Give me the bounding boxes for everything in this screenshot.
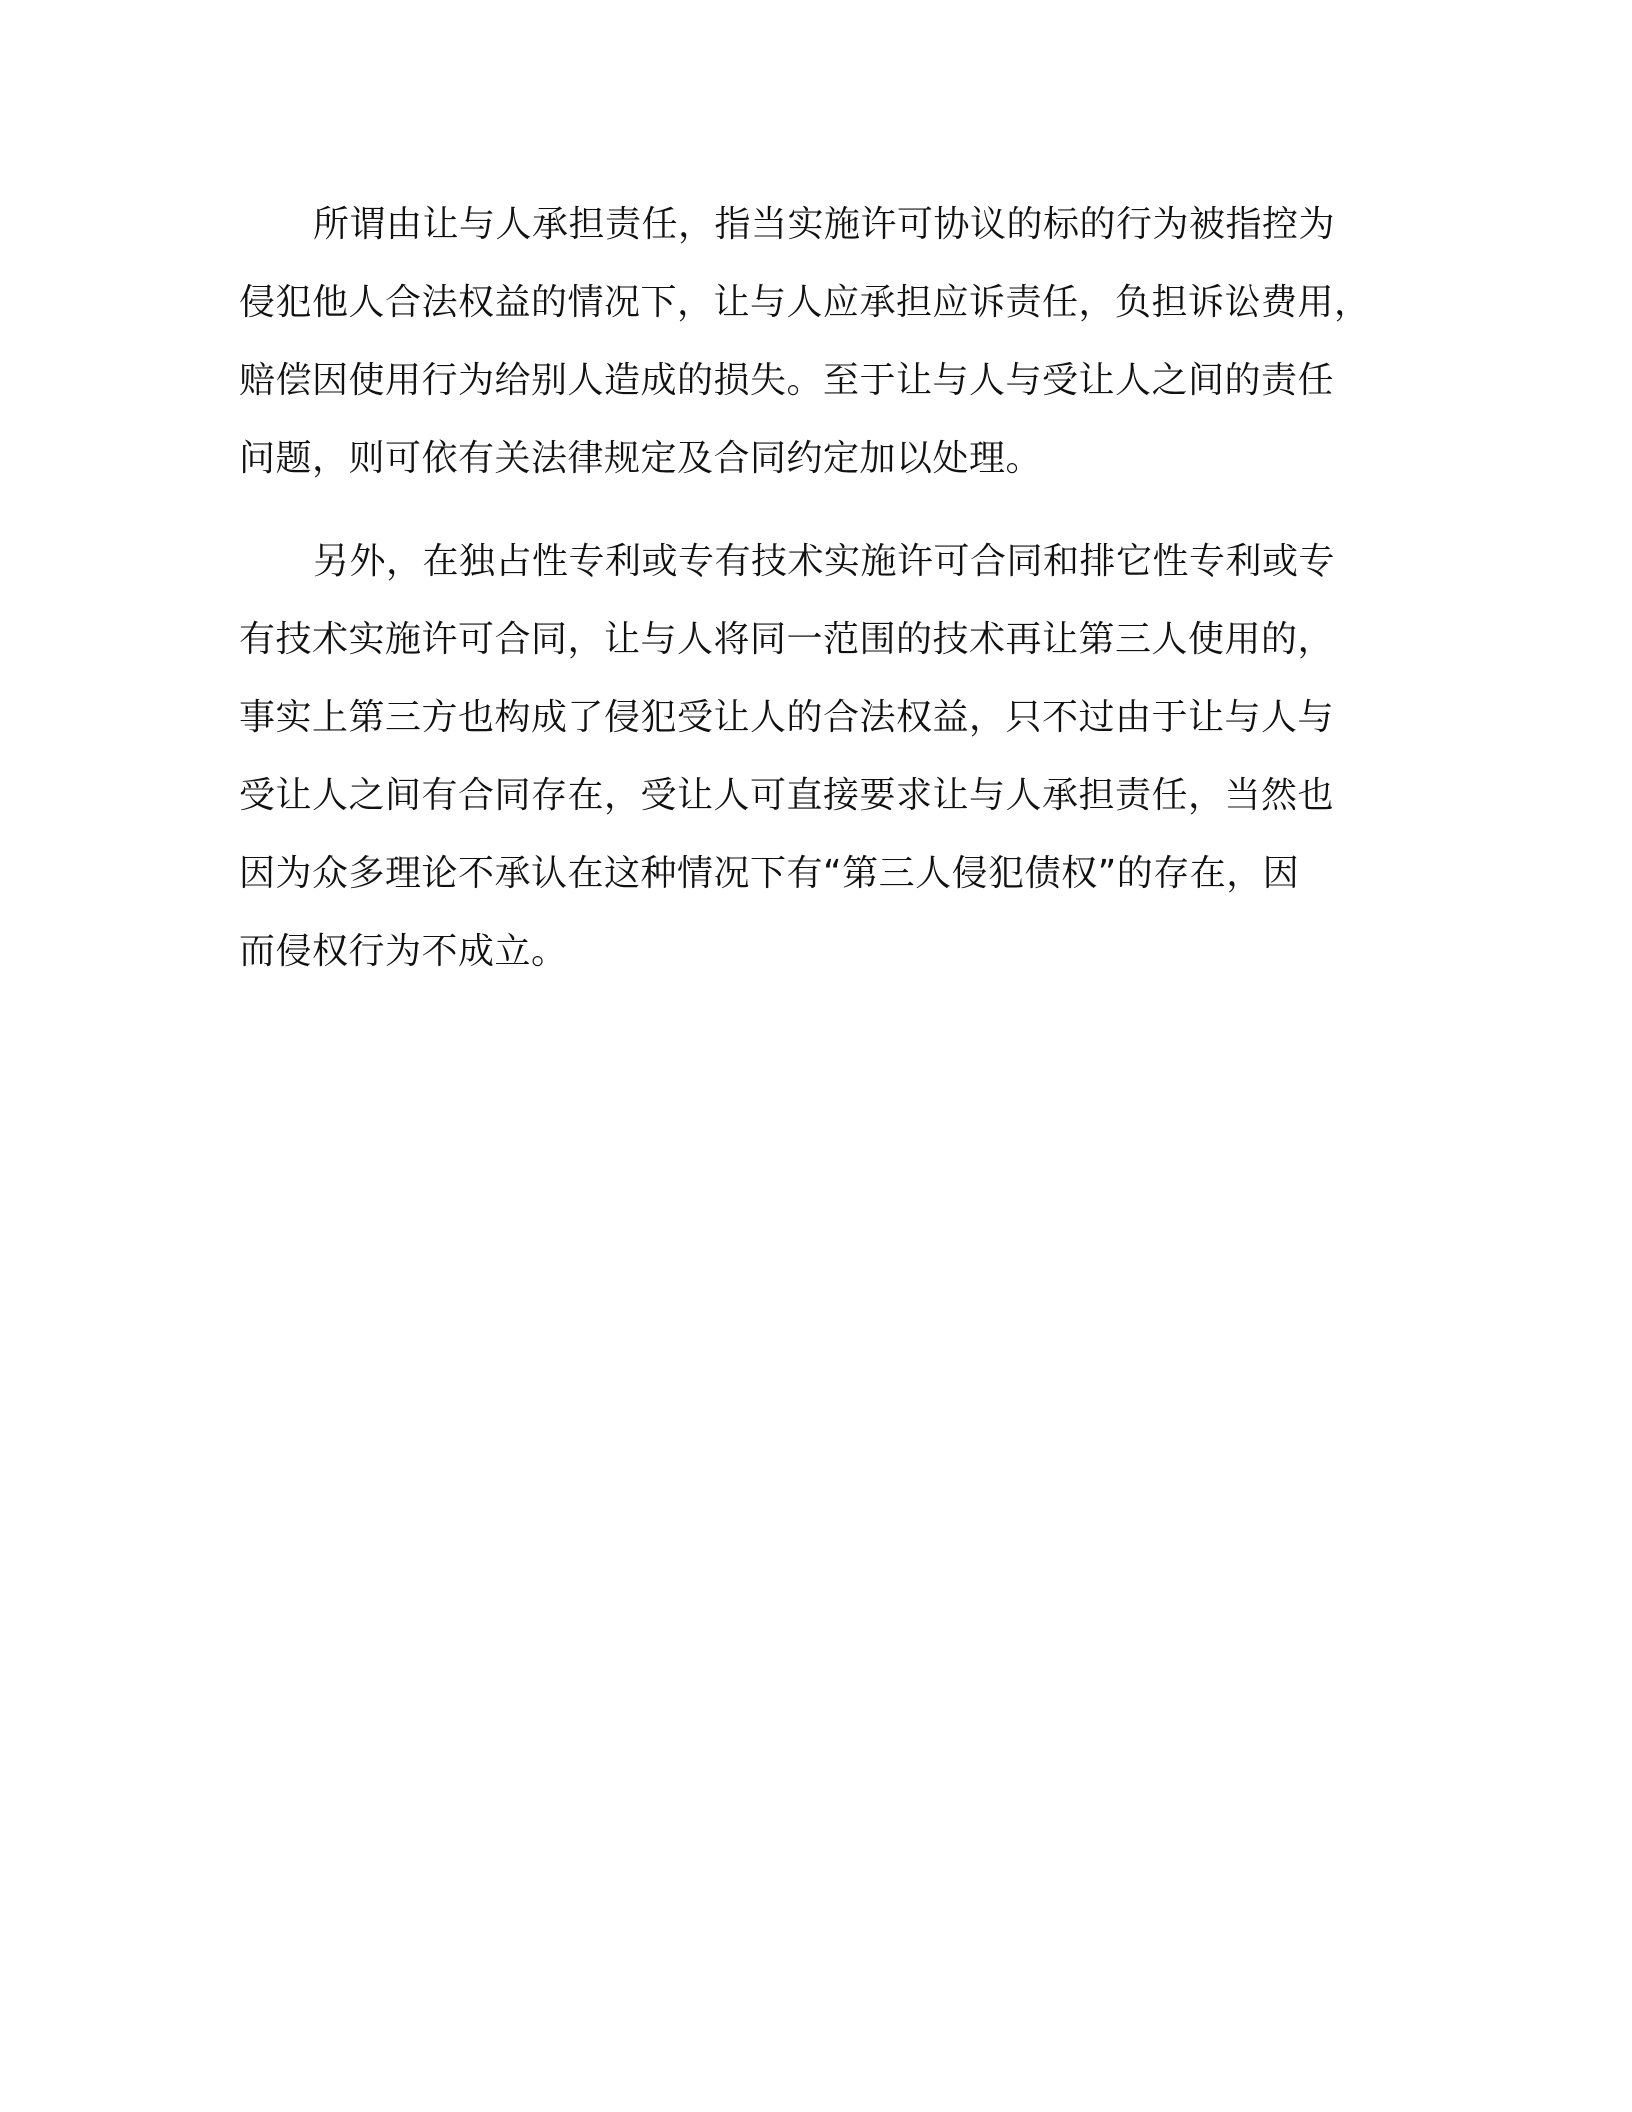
paragraph-line: 所谓由让与人承担责任，指当实施许可协议的标的行为被指控为 — [313, 204, 1336, 245]
paragraph-line: 侵犯他人合法权益的情况下，让与人应承担应诉责任，负担诉讼费用， — [239, 282, 1371, 323]
paragraph-line: 赔偿因使用行为给别人造成的损失。至于让与人与受让人之间的责任 — [239, 360, 1335, 401]
document-body — [239, 186, 1379, 1016]
paragraph-line: 有技术实施许可合同，让与人将同一范围的技术再让第三人使用的， — [239, 619, 1335, 660]
paragraph-line: 问题，则可依有关法律规定及合同约定加以处理。 — [239, 438, 1043, 479]
paragraph-line: 另外，在独占性专利或专有技术实施许可合同和排它性专利或专 — [313, 541, 1336, 582]
paragraph-line: 因为众多理论不承认在这种情况下有“第三人侵犯债权”的存在，因 — [239, 853, 1300, 894]
paragraph-line: 事实上第三方也构成了侵犯受让人的合法权益，只不过由于让与人与 — [239, 697, 1335, 738]
paragraph-line: 受让人之间有合同存在，受让人可直接要求让与人承担责任，当然也 — [239, 775, 1335, 816]
paragraph-1 — [239, 186, 1379, 498]
paragraph-2 — [239, 523, 1379, 991]
paragraph-line: 而侵权行为不成立。 — [239, 931, 568, 972]
